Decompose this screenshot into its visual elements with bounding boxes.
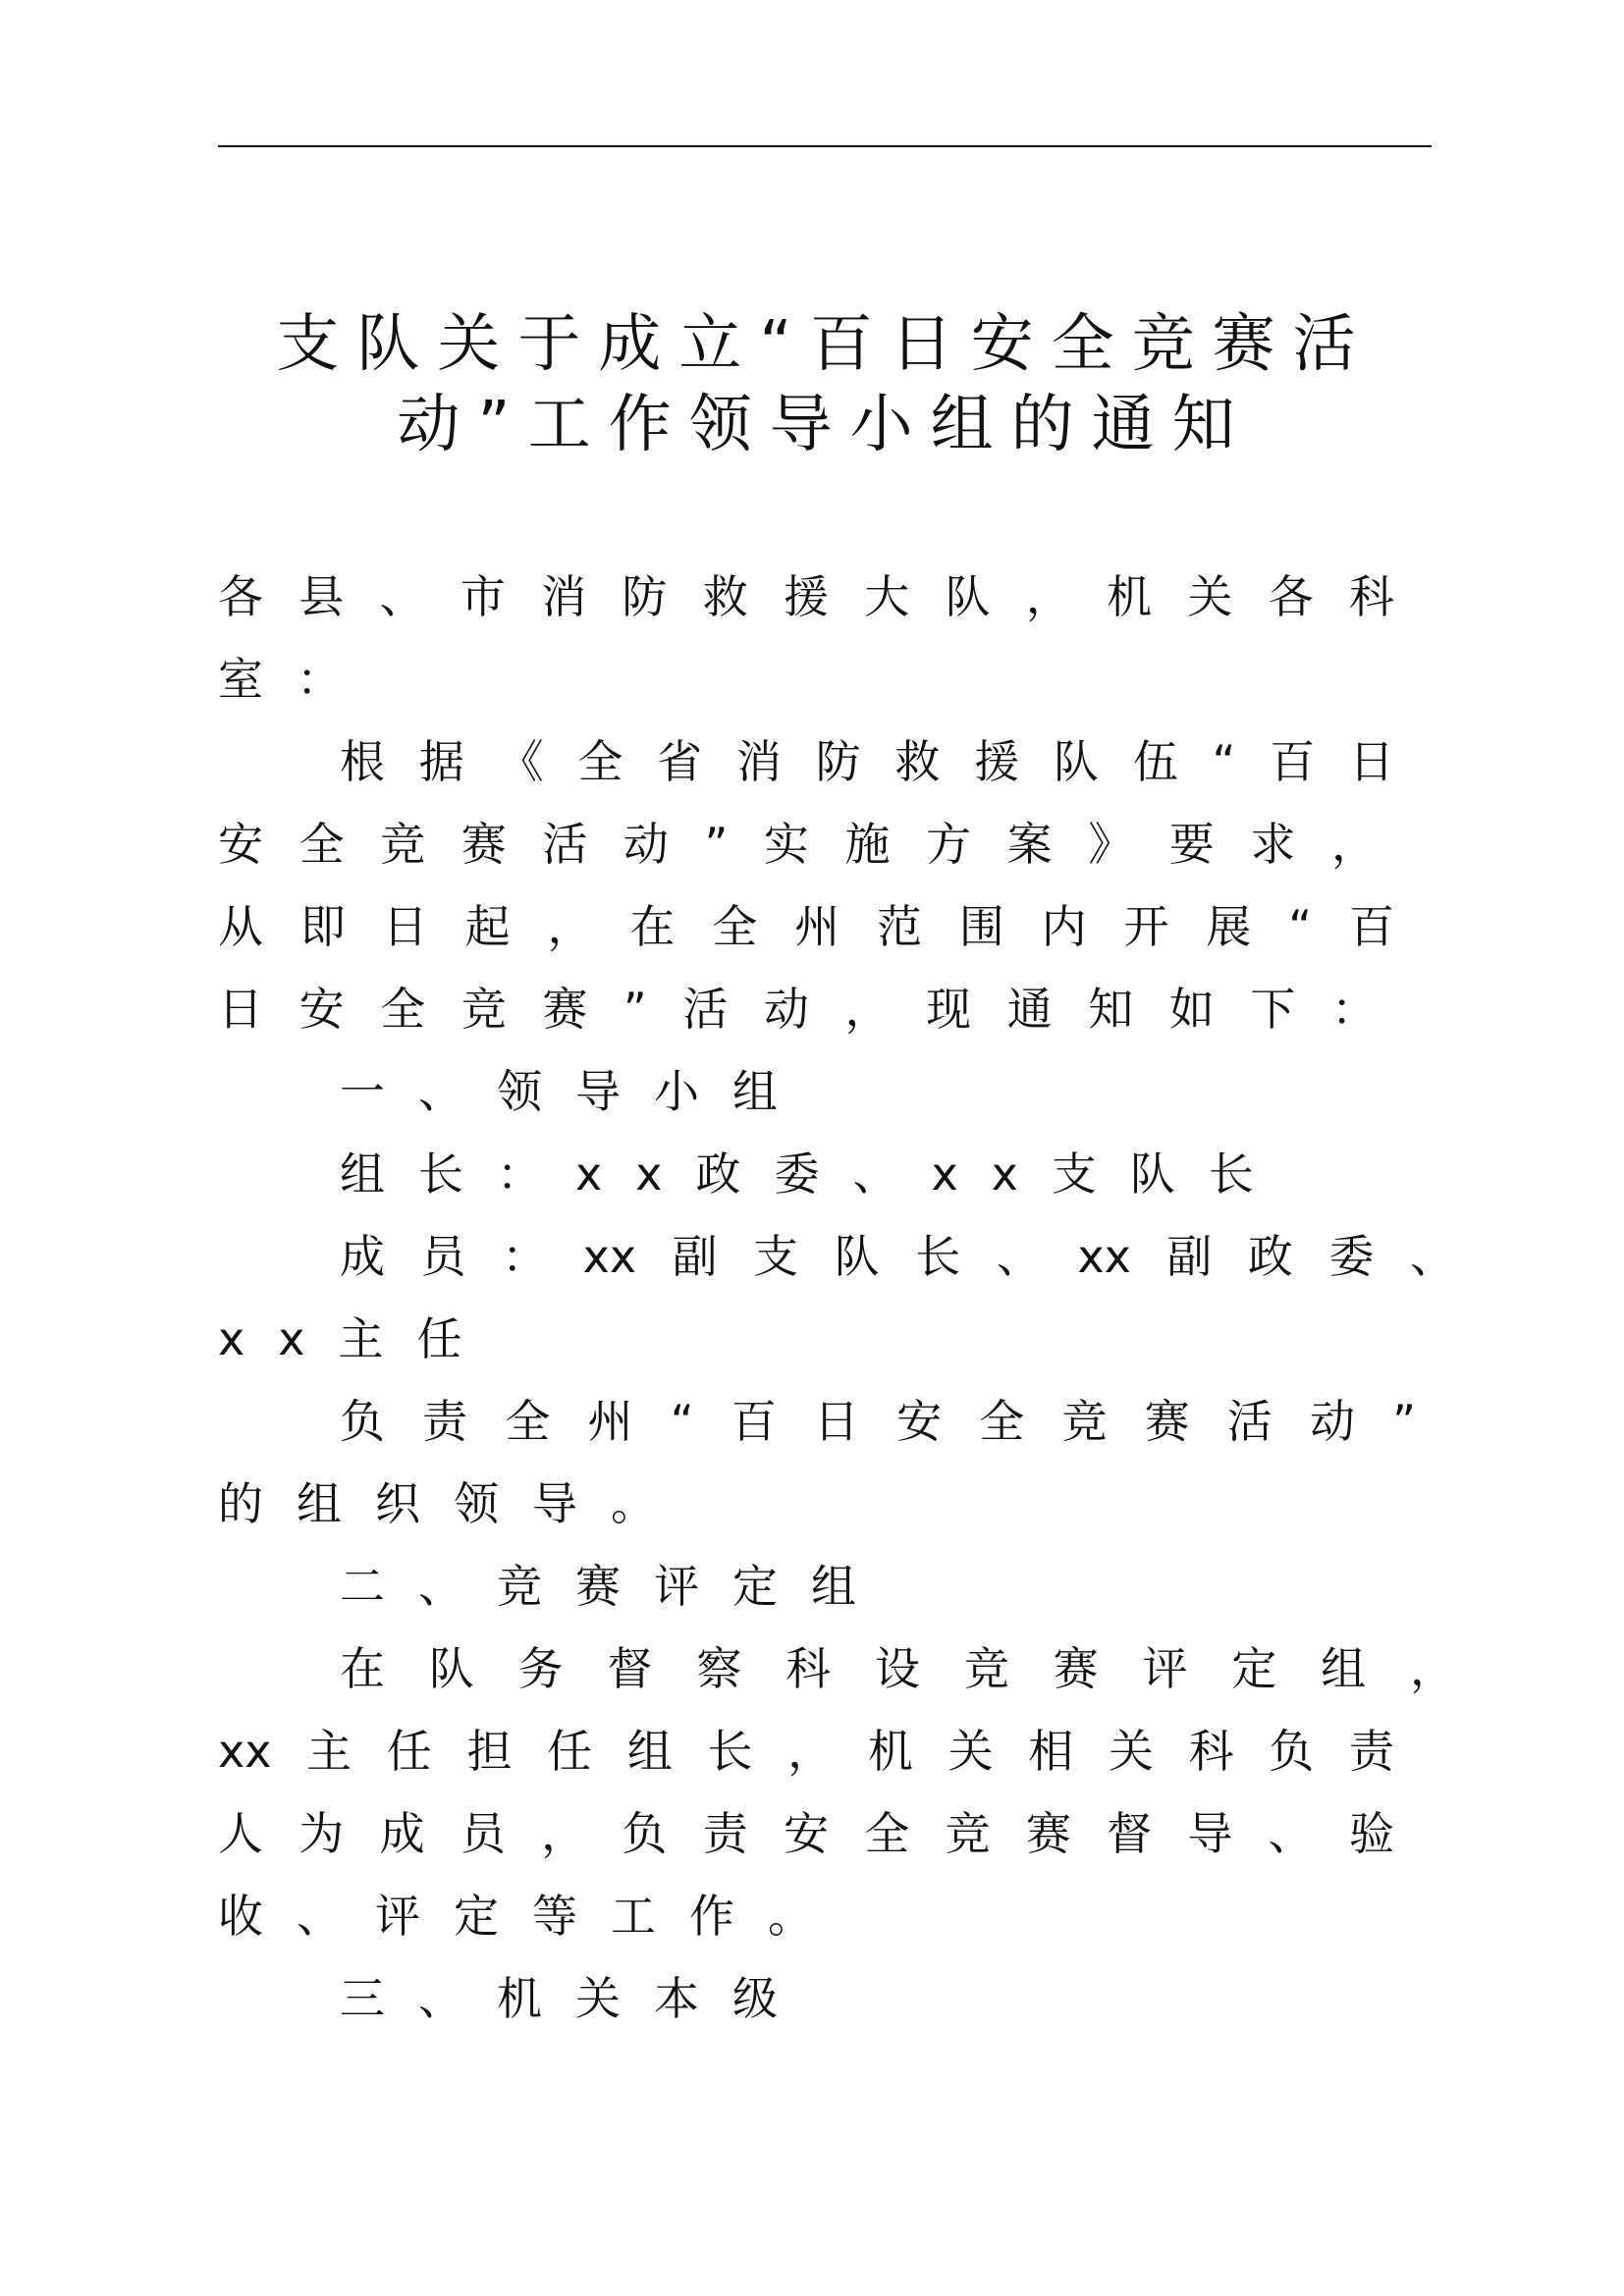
body-paragraph-1-line-2: 安全竞赛活动”实施方案》要求，: [218, 818, 1377, 871]
duty-line-1: 负责全州“百日安全竞赛活动”: [340, 1395, 1416, 1448]
duty-line-2: 的组织领导。: [218, 1477, 689, 1530]
evaluation-line-4: 收、评定等工作。: [218, 1890, 846, 1943]
document-title: [218, 304, 1432, 465]
title-line-1: 支队关于成立“百日安全竞赛活: [276, 308, 1374, 381]
members-line-1: 成员：xx副支队长、xx副政委、: [340, 1230, 1455, 1283]
body-paragraph-1-line-4: 日安全竞赛”活动，现通知如下：: [218, 983, 1377, 1036]
title-line-2: 动”工作领导小组的通知: [397, 389, 1253, 461]
header-rule: [218, 145, 1432, 147]
leader-line: 组长：xx政委、xx支队长: [340, 1148, 1287, 1201]
body-paragraph-1-line-1: 根据《全省消防救援队伍“百日: [340, 735, 1394, 788]
section-heading-3: 三、机关本级: [340, 1972, 811, 2025]
evaluation-line-3: 人为成员，负责安全竞赛督导、验: [218, 1807, 1394, 1860]
body-paragraph-1-line-3: 从即日起，在全州范围内开展“百: [218, 900, 1394, 953]
evaluation-line-1: 在队务督察科设竞赛评定组，: [340, 1642, 1455, 1695]
section-heading-1: 一、领导小组: [340, 1065, 811, 1118]
salutation-line-2: 室：: [218, 653, 375, 706]
section-heading-2: 二、竞赛评定组: [340, 1560, 890, 1613]
members-line-2: xx主任: [218, 1312, 496, 1365]
salutation-line-1: 各县、市消防救援大队，机关各科: [218, 570, 1394, 623]
evaluation-line-2: xx主任担任组长，机关相关科负责: [218, 1725, 1394, 1778]
